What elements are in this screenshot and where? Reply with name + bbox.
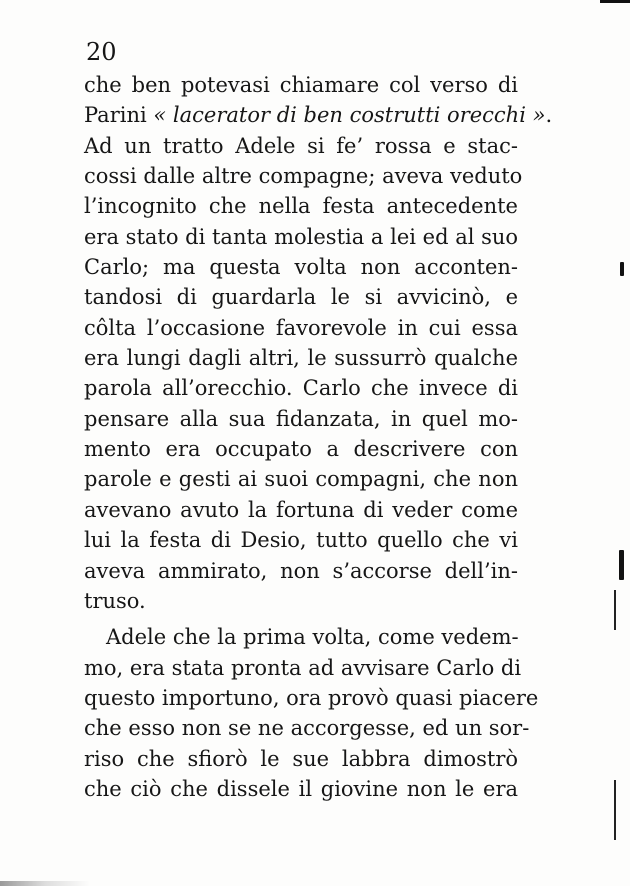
text-line: aveva ammirato, non s’accorse dell’in- — [84, 558, 518, 583]
paragraph-end-line: truso. — [84, 588, 146, 613]
text-line: pensare alla sua fidanzata, in quel mo- — [84, 406, 518, 431]
text-line: cossi dalle altre compagne; aveva veduto — [84, 164, 523, 189]
text-line: parole e gesti ai suoi compagni, che non — [84, 467, 518, 492]
text-line: era stato di tanta molestia a lei ed al suo — [84, 224, 519, 249]
scan-artifact — [614, 590, 616, 630]
text-line: che esso non se ne accorgesse, ed un sor- — [84, 716, 530, 741]
text-line: l’incognito che nella festa antecedente — [84, 194, 518, 219]
text-line: tandosi di guardarla le si avvicinò, e — [84, 285, 518, 310]
text-line: Carlo; ma questa volta non acconten- — [84, 255, 518, 280]
scan-artifact — [0, 881, 90, 886]
text-line: riso che sfiorò le sue labbra dimostrò — [84, 746, 518, 771]
scan-artifact — [614, 780, 616, 840]
text-line: Ad un tratto Adele si fe’ rossa e stac- — [84, 133, 518, 158]
text-line: mo, era stata pronta ad avvisare Carlo di — [84, 655, 522, 680]
paragraph-start-line: Adele che la prima volta, come vedem- — [106, 625, 519, 650]
text-run: Parini — [84, 103, 154, 128]
scan-artifact — [600, 0, 630, 3]
text-line: era lungi dagli altri, le sussurrò qualche — [84, 346, 518, 371]
body-text — [84, 70, 553, 804]
page-number: 20 — [86, 38, 117, 66]
text-line — [84, 100, 553, 130]
text-line: mento era occupato a descrivere con — [84, 437, 518, 462]
scan-artifact — [619, 550, 624, 580]
text-line: avevano avuto la fortuna di veder come — [84, 497, 518, 522]
text-line: questo importuno, ora provò quasi piacere — [84, 685, 539, 710]
text-line: côlta l’occasione favorevole in cui essa — [84, 315, 518, 340]
text-line: che ben potevasi chiamare col verso di — [84, 73, 518, 97]
quotation-italic: « lacerator di ben costrutti orecchi » — [153, 103, 546, 128]
text-run: . — [545, 103, 553, 128]
scan-artifact — [620, 262, 624, 276]
text-line: che ciò che dissele il giovine non le era — [84, 776, 518, 801]
text-line: parola all’orecchio. Carlo che invece di — [84, 376, 518, 401]
text-line: lui la festa di Desio, tutto quello che vi — [84, 528, 518, 553]
